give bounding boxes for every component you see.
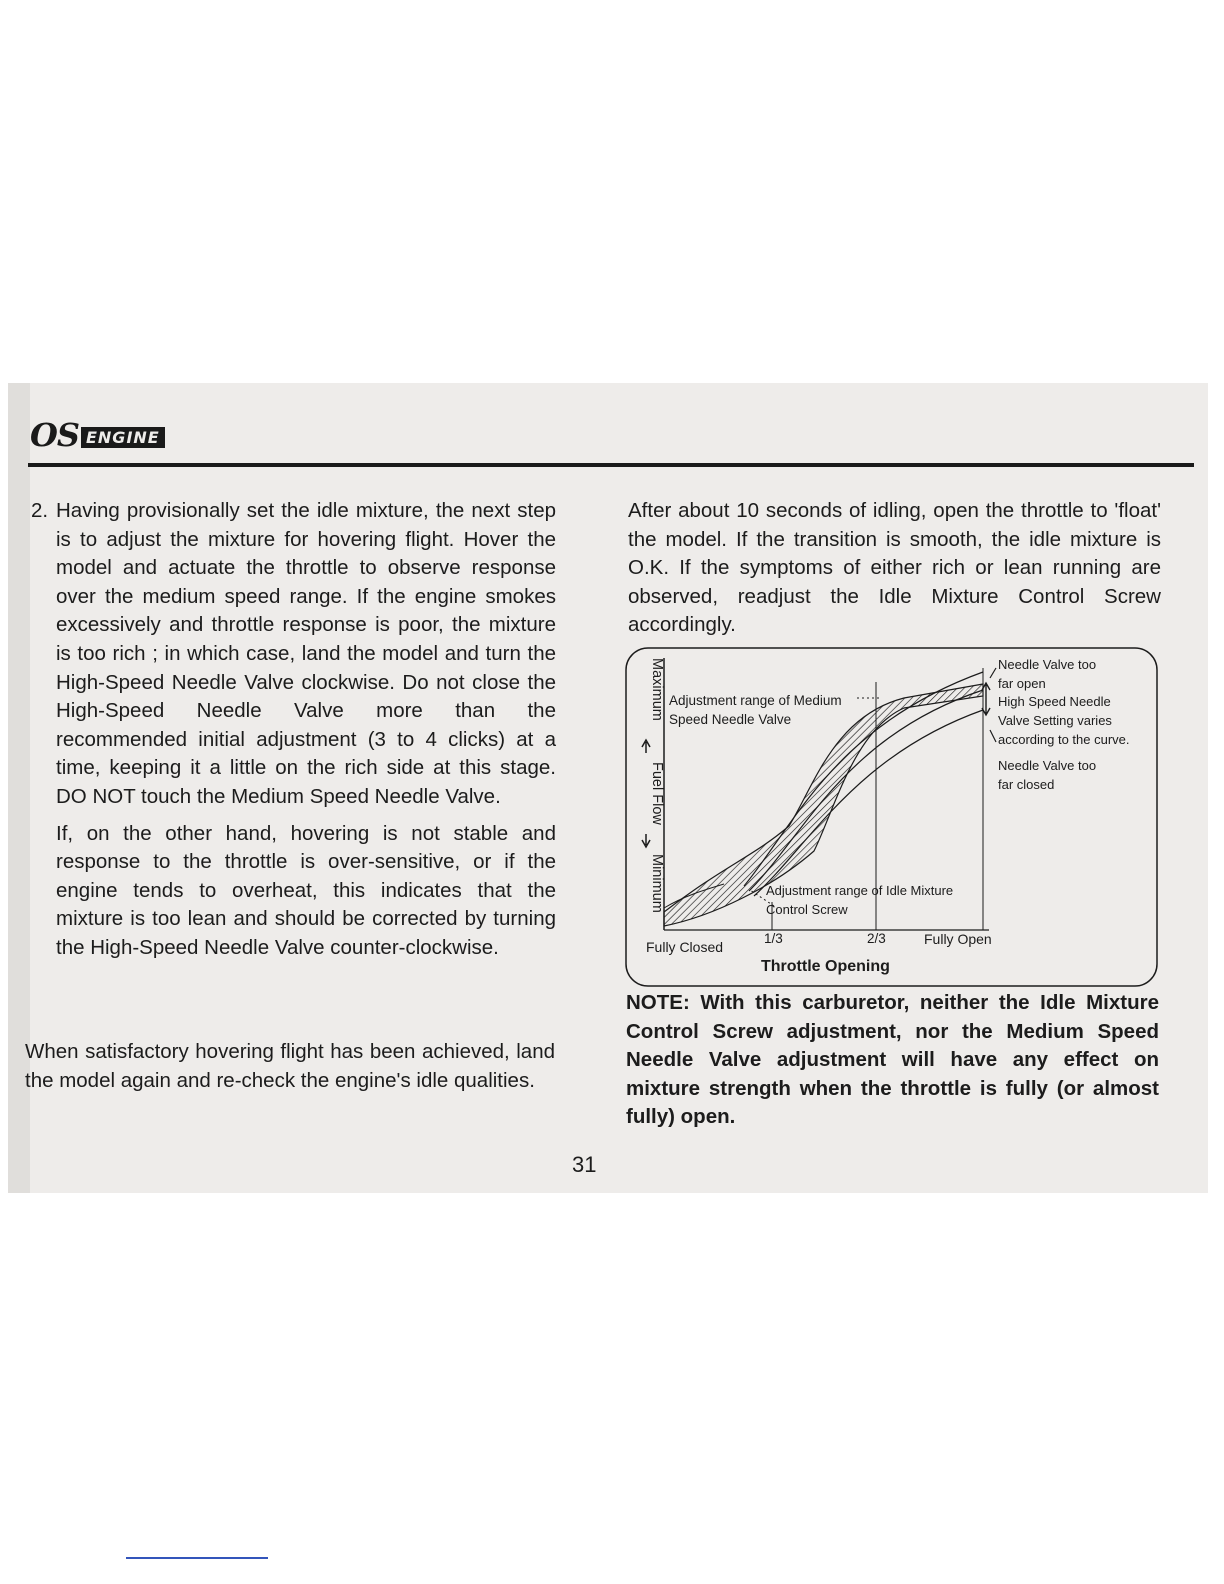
hs-label-2: Valve Setting varies <box>998 713 1112 728</box>
x-one-third-label: 1/3 <box>764 931 783 946</box>
y-max-label: Maximum <box>649 658 665 721</box>
fuel-flow-diagram <box>624 646 1159 988</box>
idle-range-label-1: Adjustment range of Idle Mixture <box>766 883 954 898</box>
y-min-label: Minimum <box>649 854 665 913</box>
right-paragraph-1: After about 10 seconds of idling, open the throttle to 'float' the model. If the transition is smooth, the idle mixture is O.K. If the symptoms of either rich or lean running are observed, readjust the Idle Mixture Control Screw accordingly. <box>628 499 1161 637</box>
page-number: 31 <box>572 1152 597 1177</box>
logo-os-text: OS <box>30 416 79 454</box>
logo-engine-text: ENGINE <box>81 427 165 448</box>
os-engine-logo <box>30 414 165 454</box>
left-paragraph-1: Having provisionally set the idle mixture, the next step is to adjust the mixture for hovering flight. Hover the model and actuate the throttle to observe response over the medium speed range. If the engine smokes excessively and throttle response is poor, the mixture is too rich ; in which case, land the model and turn the High-Speed Needle Valve clockwise. Do not close the High-Speed Needle Valve more than the recommended initial adjustment (3 to 4 clicks) at a time, keeping it a little on the rich side at this stage. DO NOT touch the Medium Speed Needle Valve. <box>56 499 556 808</box>
x-axis-title: Throttle Opening <box>761 958 890 975</box>
right-column <box>628 497 1161 640</box>
medium-range-label-2: Speed Needle Valve <box>669 712 792 727</box>
too-open-label-1: Needle Valve too <box>998 657 1097 672</box>
left-paragraph-2: If, on the other hand, hovering is not stable and response to the throttle is over-sensitive, or if the engine tends to overheat, this indicates that the mixture is too lean and should be corrected by turning the High-Speed Needle Valve counter-clockwise. <box>56 821 556 959</box>
x-fully-open-label: Fully Open <box>924 931 992 947</box>
too-closed-label-1: Needle Valve too <box>998 758 1097 773</box>
idle-range-label-2: Control Screw <box>766 902 848 917</box>
left-column <box>31 497 556 963</box>
carburetor-note: NOTE: With this carburetor, neither the Idle Mixture Control Screw adjustment, nor the Medium Speed Needle Valve adjustment will have any effect on mixture strength when the throttle is fully (or almost fully) open. <box>626 991 1159 1129</box>
diagram-svg <box>624 646 1159 988</box>
left-paragraph-3: When satisfactory hovering flight has been achieved, land the model again and re-check the engine's idle qualities. <box>25 1040 555 1092</box>
hs-label-3: according to the curve. <box>998 732 1130 747</box>
x-two-third-label: 2/3 <box>867 931 886 946</box>
too-open-label-2: far open <box>998 676 1046 691</box>
medium-range-label-1: Adjustment range of Medium <box>669 693 842 708</box>
hs-label-1: High Speed Needle <box>998 694 1111 709</box>
too-closed-pointer <box>990 730 996 742</box>
y-axis-title: Fuel Flow <box>649 762 665 825</box>
header-rule <box>28 463 1194 467</box>
y-arrow-down <box>642 834 650 847</box>
step-marker: 2. <box>31 499 49 522</box>
too-open-pointer <box>990 668 996 678</box>
too-closed-label-2: far closed <box>998 777 1055 792</box>
x-fully-closed-label: Fully Closed <box>646 939 724 955</box>
footer-rule <box>126 1557 268 1559</box>
y-arrow-up <box>642 740 650 753</box>
